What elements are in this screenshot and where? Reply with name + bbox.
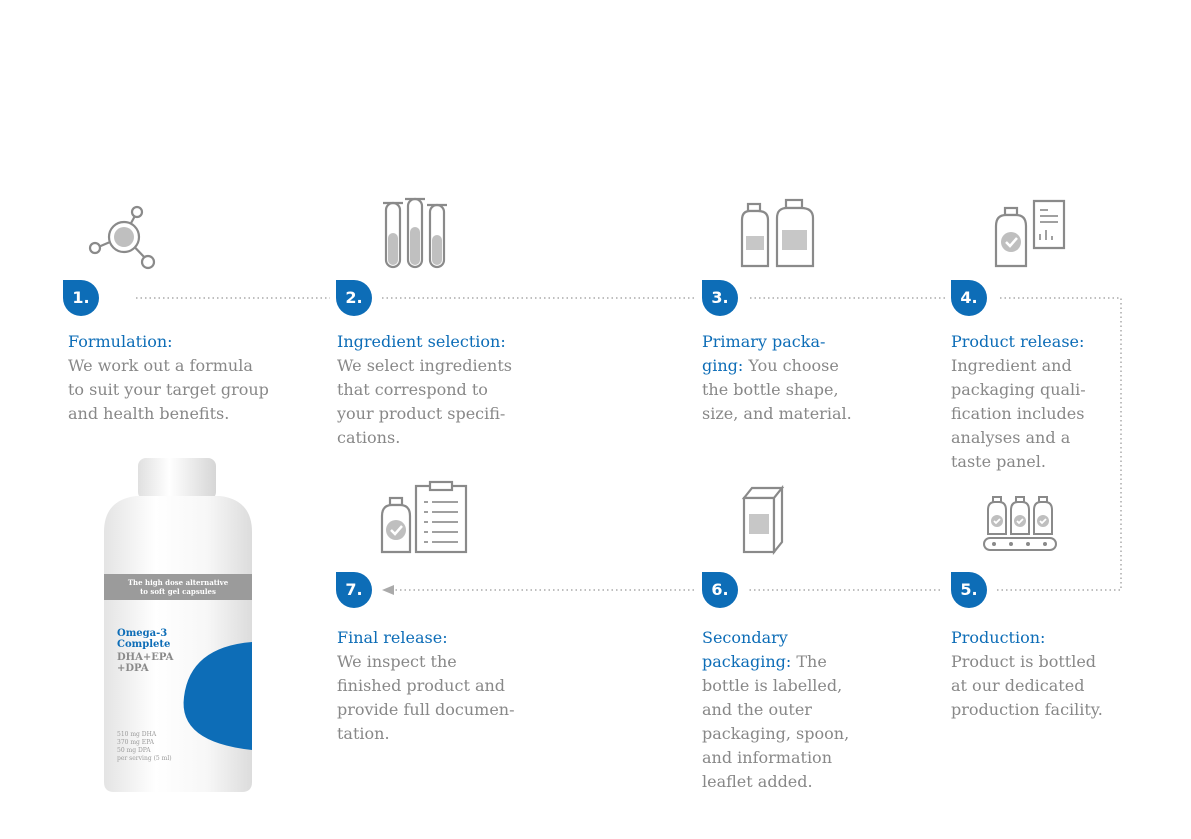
step-desc-line: at our dedicated bbox=[951, 676, 1085, 695]
bottle-formula-line: DHA+EPA bbox=[117, 652, 174, 663]
step-badge-4 bbox=[950, 279, 988, 317]
step-title: Ingredient selection: bbox=[337, 332, 506, 351]
box-icon bbox=[740, 484, 790, 556]
step-6-text bbox=[702, 626, 849, 794]
step-1-text bbox=[68, 330, 269, 426]
bottle-band-line: The high dose alternative bbox=[127, 578, 229, 587]
bottles-icon bbox=[737, 198, 817, 270]
step-badge-1 bbox=[62, 279, 100, 317]
step-desc-line: leaflet added. bbox=[702, 772, 813, 791]
conveyor-bottles-icon bbox=[982, 494, 1058, 554]
step-desc-line: to suit your target group bbox=[68, 380, 269, 399]
step-badge-7 bbox=[335, 571, 373, 609]
step-desc-line: size, and material. bbox=[702, 404, 852, 423]
step-desc-line: Ingredient and bbox=[951, 356, 1072, 375]
step-desc-line: We inspect the bbox=[337, 652, 457, 671]
step-desc-line: We select ingredients bbox=[337, 356, 512, 375]
step-desc-line: the bottle shape, bbox=[702, 380, 839, 399]
step-desc-line: production facility. bbox=[951, 700, 1103, 719]
step-desc-line: packaging quali- bbox=[951, 380, 1086, 399]
step-desc-line: cations. bbox=[337, 428, 401, 447]
step-desc-line: fication includes bbox=[951, 404, 1085, 423]
step-number: 4. bbox=[960, 288, 978, 307]
step-number: 7. bbox=[345, 580, 363, 599]
bottle-product-name bbox=[117, 628, 170, 650]
step-number: 1. bbox=[72, 288, 90, 307]
step-desc-line: finished product and bbox=[337, 676, 506, 695]
step-desc-line: and health benefits. bbox=[68, 404, 230, 423]
step-badge-3 bbox=[701, 279, 739, 317]
step-4-text bbox=[951, 330, 1086, 474]
step-title: Formulation: bbox=[68, 332, 173, 351]
step-desc-line: and information bbox=[702, 748, 832, 767]
bottle-certificate-icon bbox=[990, 196, 1070, 270]
bottle-formula bbox=[117, 652, 173, 674]
step-desc-inline: You choose bbox=[748, 356, 839, 375]
step-desc-line: your product specifi- bbox=[337, 404, 506, 423]
step-title: ging: bbox=[702, 356, 744, 375]
step-title: Primary packa- bbox=[702, 332, 826, 351]
bottle-band-text bbox=[104, 578, 252, 596]
step-7-text bbox=[337, 626, 515, 746]
step-desc-line: bottle is labelled, bbox=[702, 676, 843, 695]
step-desc-line: analyses and a bbox=[951, 428, 1071, 447]
step-desc-line: provide full documen- bbox=[337, 700, 515, 719]
step-title: Secondary bbox=[702, 628, 788, 647]
bottle-dosage-line: 510 mg DHA bbox=[117, 731, 157, 738]
bottle-clipboard-icon bbox=[378, 480, 470, 556]
bottle-dosage-line: per serving (5 ml) bbox=[117, 755, 172, 762]
step-number: 3. bbox=[711, 288, 729, 307]
arrow-head-icon bbox=[382, 585, 394, 595]
bottle-formula-line: +DPA bbox=[117, 663, 149, 674]
step-desc-inline: The bbox=[796, 652, 827, 671]
bottle-band-line: to soft gel capsules bbox=[140, 587, 216, 596]
test-tubes-icon bbox=[380, 195, 450, 270]
bottle-dosage-line: 50 mg DPA bbox=[117, 747, 151, 754]
bottle-name-line: Complete bbox=[117, 639, 171, 650]
step-number: 6. bbox=[711, 580, 729, 599]
step-desc-line: packaging, spoon, bbox=[702, 724, 850, 743]
step-desc-line: that correspond to bbox=[337, 380, 488, 399]
bottle-dosage-line: 370 mg EPA bbox=[117, 739, 154, 746]
step-title: packaging: bbox=[702, 652, 792, 671]
step-desc-line: We work out a formula bbox=[68, 356, 253, 375]
step-title: Final release: bbox=[337, 628, 448, 647]
step-3-text bbox=[702, 330, 852, 426]
step-title: Product release: bbox=[951, 332, 1085, 351]
step-number: 2. bbox=[345, 288, 363, 307]
step-desc-line: taste panel. bbox=[951, 452, 1046, 471]
step-badge-2 bbox=[335, 279, 373, 317]
step-number: 5. bbox=[960, 580, 978, 599]
step-title: Production: bbox=[951, 628, 1046, 647]
step-desc-line: and the outer bbox=[702, 700, 812, 719]
step-desc-line: tation. bbox=[337, 724, 390, 743]
bottle-dosage bbox=[117, 731, 172, 763]
bottle-name-line: Omega-3 bbox=[117, 628, 168, 639]
step-desc-line: Product is bottled bbox=[951, 652, 1097, 671]
step-2-text bbox=[337, 330, 512, 450]
molecule-icon bbox=[84, 202, 160, 274]
step-badge-5 bbox=[950, 571, 988, 609]
step-badge-6 bbox=[701, 571, 739, 609]
step-5-text bbox=[951, 626, 1103, 722]
